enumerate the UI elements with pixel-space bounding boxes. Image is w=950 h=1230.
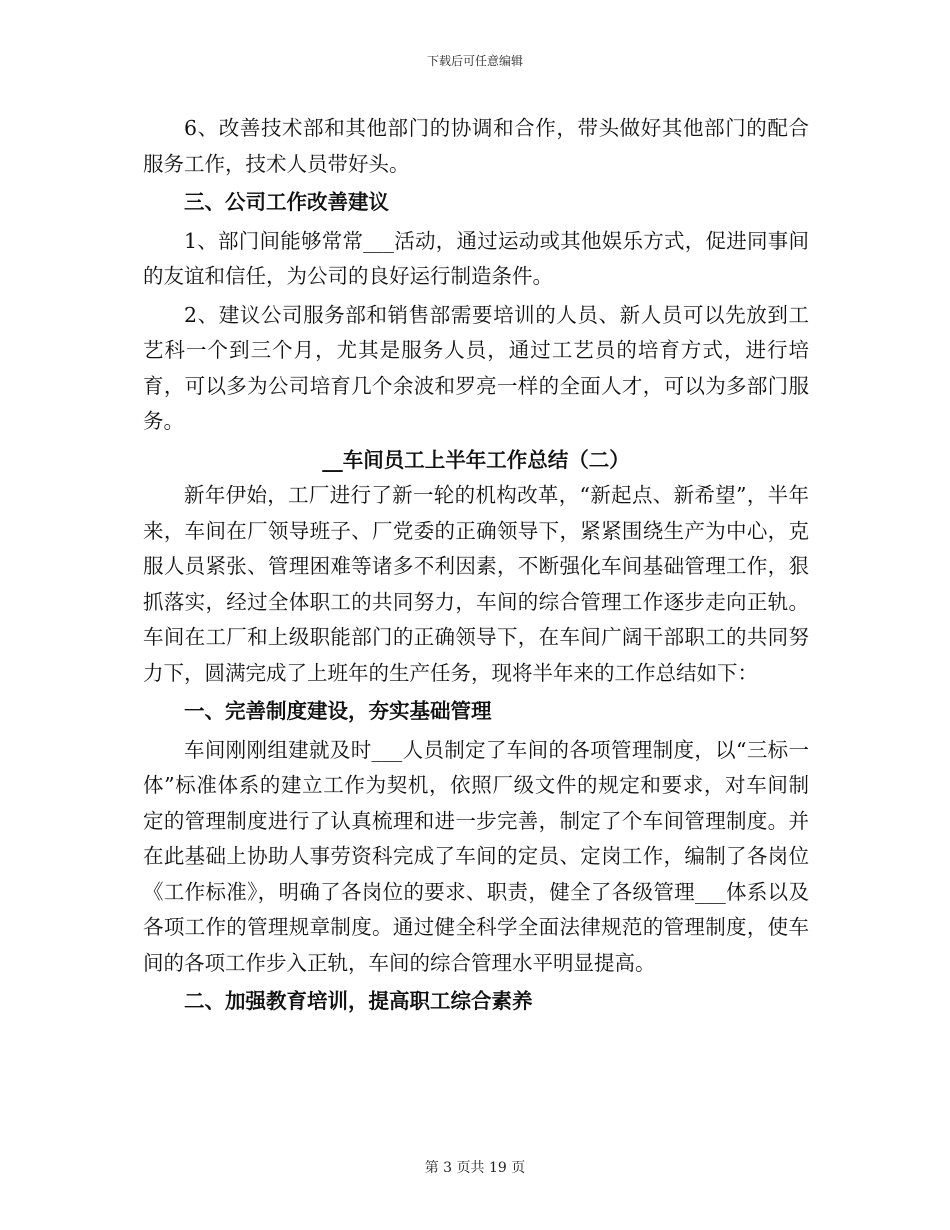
section-heading-1: 一、完善制度建设，夯实基础管理	[184, 699, 492, 723]
page-footer: 第 3 页共 19 页	[424, 1160, 526, 1176]
section-heading-3: 三、公司工作改善建议	[184, 190, 389, 214]
paragraph-suggestion-2: 2、建议公司服务部和销售部需要培训的人员、新人员可以先放到工艺科一个到三个月，尤其是服务人员，通过工艺员的培育方式，进行培育，可以多为公司培育几个余波和罗亮一样的全面人才，可以为多部门服务。	[143, 302, 809, 433]
section-heading-2: 二、加强教育培训，提高职工综合素养	[184, 989, 533, 1013]
paragraph-item-6: 6、改善技术部和其他部门的协调和合作，带头做好其他部门的配合服务工作，技术人员带好头。	[143, 116, 809, 176]
paragraph-intro: 新年伊始，工厂进行了新一轮的机构改革，“新起点、新希望”，半年来，车间在厂领导班子、厂党委的正确领导下，紧紧围绕生产为中心，克服人员紧张、管理困难等诸多不利因素，不断强化车间基础管理工作，狠抓落实，经过全体职工的共同努力，车间的综合管理工作逐步走向正轨。车间在工厂和上级职能部门的正确领导下，在车间广阔干部职工的共同努力下，圆满完成了上班年的生产任务，现将半年来的工作总结如下：	[143, 483, 809, 685]
page-header: 下载后可任意编辑	[426, 54, 523, 68]
document-title: __车间员工上半年工作总结（二）	[322, 447, 630, 472]
paragraph-suggestion-1: 1、部门间能够常常___活动，通过运动或其他娱乐方式，促进同事间的友谊和信任，为公司的良好运行制造条件。	[143, 228, 809, 288]
document-body	[143, 111, 809, 1020]
paragraph-section-1: 车间刚刚组建就及时___人员制定了车间的各项管理制度，以“三标一体”标准体系的建立工作为契机，依照厂级文件的规定和要求，对车间制定的管理制度进行了认真梳理和进一步完善，制定了个车间管理制度。并在此基础上协助人事劳资科完成了车间的定员、定岗工作，编制了各岗位《工作标准》，明确了各岗位的要求、职责，健全了各级管理___体系以及各项工作的管理规章制度。通过健全科学全面法律规范的管理制度，使车间的各项工作步入正轨，车间的综合管理水平明显提高。	[143, 737, 809, 975]
